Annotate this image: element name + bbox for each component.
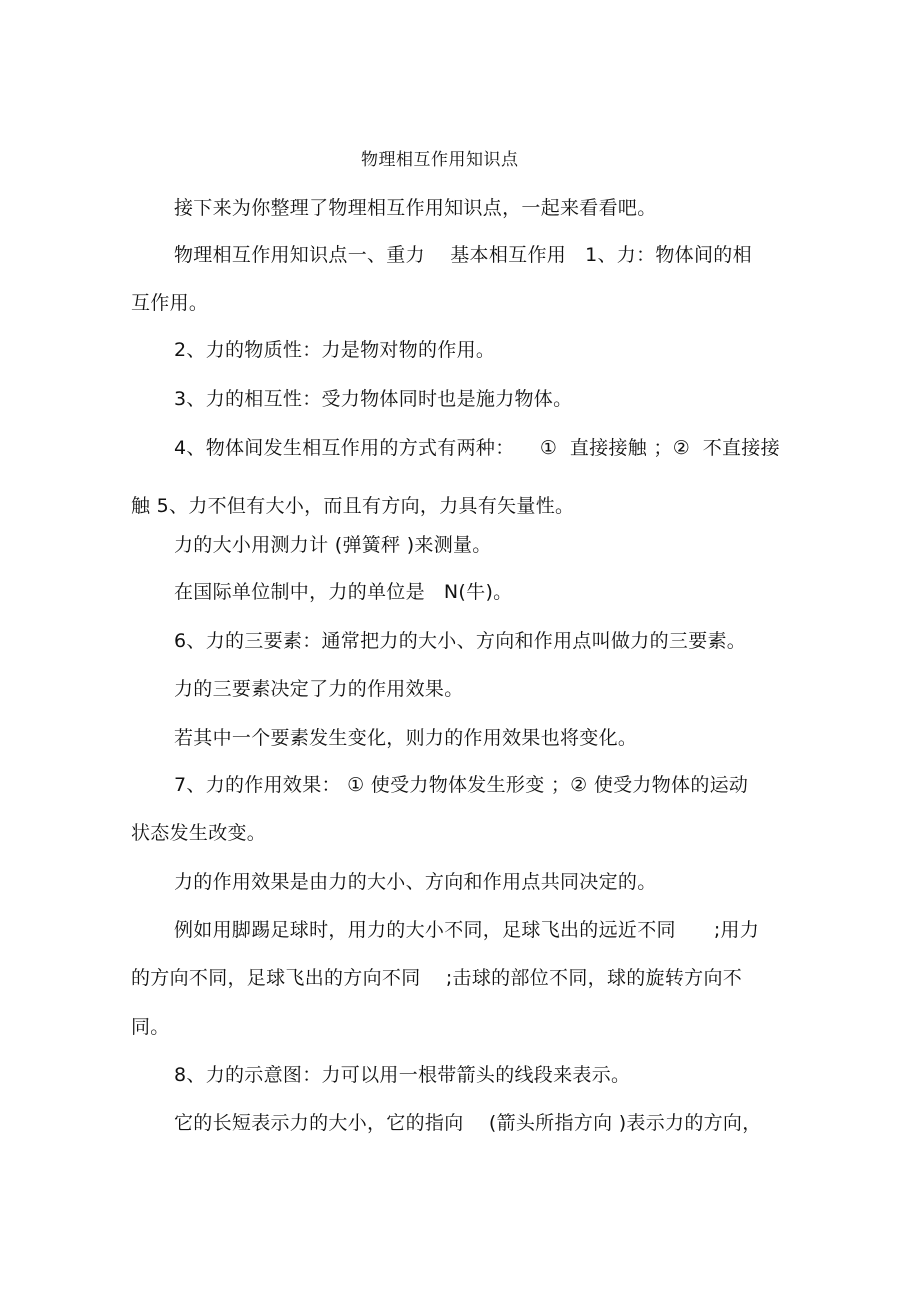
paragraph-line: 它的长短表示力的大小，它的指向 (箭头所指方向 )表示力的方向， (174, 1112, 762, 1134)
paragraph-line: 力的三要素决定了力的作用效果。 (174, 678, 464, 700)
paragraph-line: 同。 (131, 1016, 170, 1038)
paragraph-line: 的方向不同，足球飞出的方向不同 ;击球的部位不同，球的旋转方向不 (131, 967, 743, 989)
paragraph-line: 7、力的作用效果： ① 使受力物体发生形变 ；② 使受力物体的运动 (174, 774, 749, 796)
paragraph-line: 6、力的三要素：通常把力的大小、方向和作用点叫做力的三要素。 (174, 630, 747, 652)
paragraph-line: 力的作用效果是由力的大小、方向和作用点共同决定的。 (174, 871, 657, 893)
paragraph-line: 在国际单位制中，力的单位是 N(牛)。 (174, 581, 513, 603)
page-title: 物理相互作用知识点 (361, 150, 519, 170)
paragraph-line: 8、力的示意图：力可以用一根带箭头的线段来表示。 (174, 1064, 631, 1086)
paragraph-line: 触 5、力不但有大小，而且有方向，力具有矢量性。 (131, 495, 575, 517)
paragraph-line: 力的大小用测力计 (弹簧秤 )来测量。 (174, 534, 492, 556)
paragraph-line: 例如用脚踢足球时，用力的大小不同，足球飞出的远近不同 ;用力 (174, 919, 760, 941)
paragraph-line: 4、物体间发生相互作用的方式有两种： ① 直接接触 ；② 不直接接 (174, 437, 780, 459)
paragraph-line: 状态发生改变。 (131, 822, 267, 844)
paragraph-line: 物理相互作用知识点一、重力 基本相互作用 1、力：物体间的相 (174, 244, 752, 266)
paragraph-line: 2、力的物质性：力是物对物的作用。 (174, 339, 496, 361)
paragraph-line: 3、力的相互性：受力物体同时也是施力物体。 (174, 388, 573, 410)
paragraph-line: 若其中一个要素发生变化，则力的作用效果也将变化。 (174, 727, 638, 749)
paragraph-line: 接下来为你整理了物理相互作用知识点，一起来看看吧。 (174, 197, 657, 219)
paragraph-line: 互作用。 (131, 292, 209, 314)
